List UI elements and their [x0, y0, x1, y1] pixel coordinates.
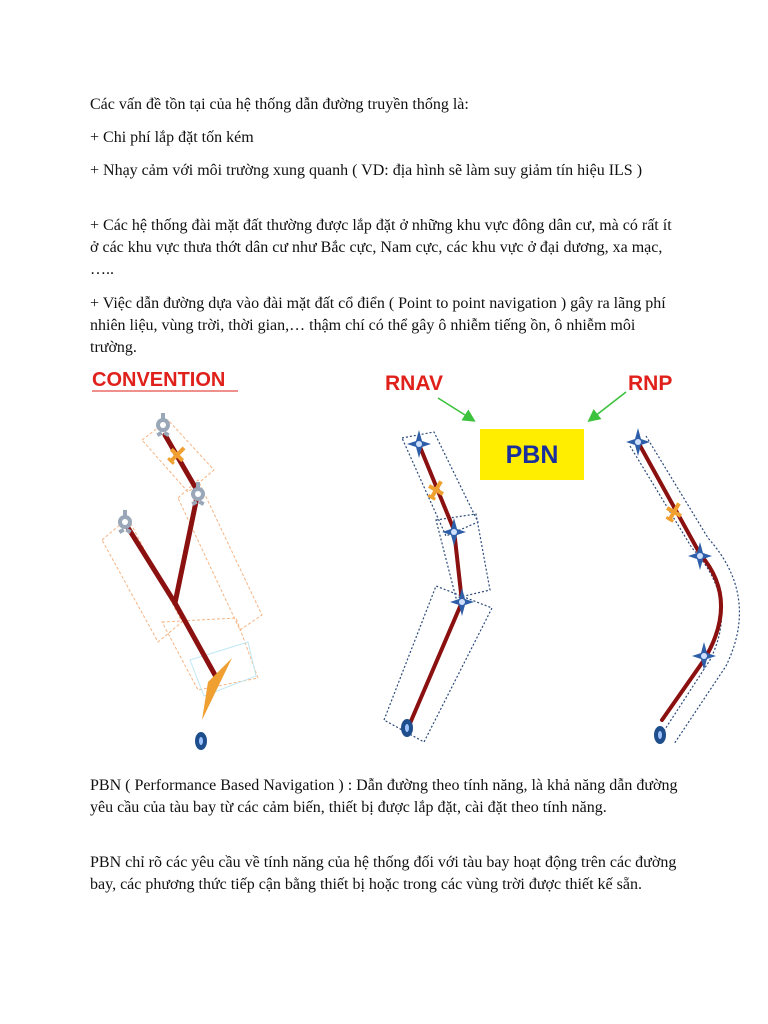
conventional-route-panel: [102, 413, 262, 750]
waypoint-icon: [407, 430, 431, 458]
issue-item-point-to-point: + Việc dẫn đường dựa vào đài mặt đất cổ điển ( Point to point navigation ) gây ra lãng phí nhiên liệu, vùng trời, thời gian,… thậm chí có thể gây ô nhiễm tiếng ồn, ô nhiễm môi trường.: [90, 295, 666, 356]
pbn-definition: PBN ( Performance Based Navigation ) : Dẫn đường theo tính năng, là khả năng dẫn đường yêu cầu của tàu bay từ các cảm biến, thiết bị được lắp đặt, cài đặt theo tính năng.: [90, 777, 678, 816]
issue-item-environment: + Nhạy cảm với môi trường xung quanh ( VD: địa hình sẽ làm suy giảm tín hiệu ILS ): [90, 162, 643, 179]
airport-icon: [195, 732, 207, 750]
vor-station-icon: [156, 413, 170, 437]
issue-item-cost: + Chi phí lắp đặt tốn kém: [90, 129, 254, 146]
vor-station-icon: [118, 510, 132, 534]
label-pbn: PBN: [505, 441, 559, 469]
waypoint-icon: [442, 518, 466, 546]
issue-item-ground-stations: + Các hệ thống đài mặt đất thường được lắp đặt ở những khu vực đông dân cư, mà có rất ít ở các khu vực thưa thớt dân cư như Bắc cực, Nam cực, các khu vực ở đại dương, xa mạc, …..: [90, 217, 672, 278]
arrow-rnav-to-pbn: [438, 398, 473, 420]
label-rnav: RNAV: [385, 372, 443, 395]
intro-heading: Các vấn đề tồn tại của hệ thống dẫn đường truyền thống là:: [90, 96, 469, 113]
rnp-route-panel: [626, 428, 739, 744]
navigation-comparison-figure: [80, 360, 760, 760]
airport-icon: [401, 719, 413, 737]
label-rnp: RNP: [628, 372, 673, 395]
arrow-rnp-to-pbn: [590, 392, 626, 420]
rnav-route-panel: [384, 430, 492, 742]
waypoint-icon: [450, 588, 474, 616]
label-convention: CONVENTION: [92, 369, 226, 391]
pbn-requirements: PBN chỉ rõ các yêu cầu về tính năng của hệ thống đối với tàu bay hoạt động trên các đường bay, các phương thức tiếp cận bằng thiết bị hoặc trong các vùng trời được thiết kế sẵn.: [90, 854, 677, 893]
waypoint-icon: [626, 428, 650, 456]
airport-icon: [654, 726, 666, 744]
